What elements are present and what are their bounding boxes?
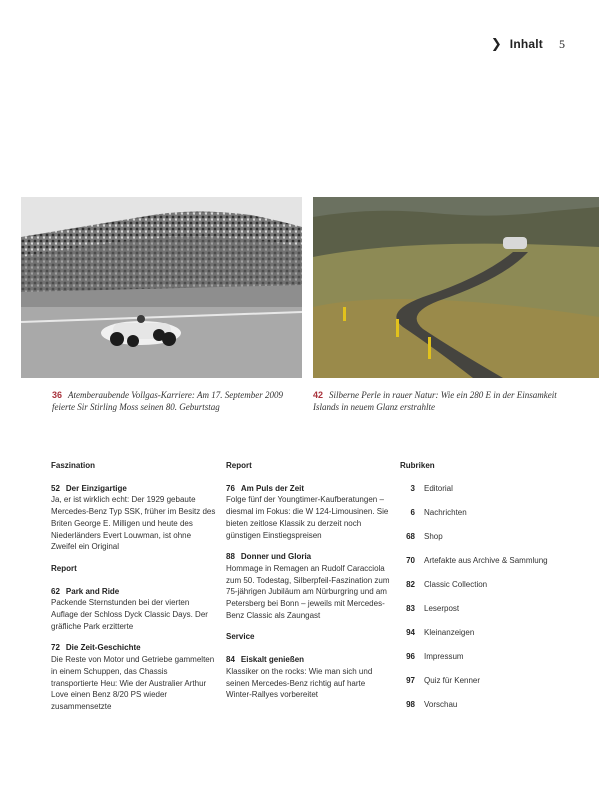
rubrik-item[interactable]: [400, 627, 575, 639]
entry-text: Packende Sternstunden bei der vierten Auflage der Schloss Dyck Classic Days. Der gräfliche Park erzitterte: [51, 598, 208, 631]
rubrik-page-number: 68: [406, 531, 415, 541]
entry-text: Folge fünf der Youngtimer-Kaufberatungen – diesmal im Fokus: die W 124-Limousinen. Sie bieten zeitlose Klassik zu derzeit noch günstigen Einstiegspreisen: [226, 495, 389, 540]
entry-page-number: 88: [226, 552, 235, 562]
entry-title: Park and Ride: [65, 586, 120, 596]
section-heading: Faszination: [51, 461, 96, 470]
rubrik-item[interactable]: [400, 699, 575, 711]
toc-entry[interactable]: [226, 551, 391, 621]
photo-caption: [52, 389, 297, 413]
entry-title: Eiskalt genießen: [240, 655, 305, 665]
entry-title: Die Zeit-Geschichte: [65, 643, 141, 653]
rubrik-page-number: 83: [406, 603, 415, 613]
caption-page-number: 36: [52, 390, 63, 400]
rubrik-page-number: 6: [410, 507, 415, 517]
rubrik-label: Quiz für Kenner: [424, 675, 481, 685]
photo-caption: [313, 389, 578, 413]
rubrik-page-number: 70: [406, 555, 415, 565]
rubrik-label: Shop: [424, 531, 443, 541]
entry-page-number: 72: [51, 643, 60, 653]
toc-column: [226, 460, 391, 711]
caption-text: Silberne Perle in rauer Natur: Wie ein 280 E in der Einsamkeit Islands in neuem Glanz erstrahlte: [313, 390, 557, 412]
entry-text: Ja, er ist wirklich echt: Der 1929 gebaute Mercedes-Benz Typ SSK, früher im Besitz des Briten George E. Milligen und heute des Niederländers Evert Louwman, ist ohne Zweifel ein Original: [51, 495, 216, 552]
entry-text: Klassiker on the rocks: Wie man sich und seinen Mercedes-Benz richtig auf harte Winter-Rallyes vorbereitet: [226, 666, 373, 700]
rubrik-label: Nachrichten: [424, 507, 467, 517]
rubrik-item[interactable]: [400, 675, 575, 687]
rubrik-label: Leserpost: [424, 603, 460, 613]
toc-entry[interactable]: [226, 483, 391, 542]
chevron-right-icon: ❯: [490, 36, 502, 51]
entry-page-number: 84: [226, 655, 235, 665]
section-heading: Report: [51, 563, 77, 573]
rubrik-label: Impressum: [424, 651, 464, 661]
entry-title: Donner und Gloria: [240, 552, 312, 562]
entry-title: Der Einzigartige: [65, 483, 127, 493]
rubrik-label: Editorial: [424, 483, 453, 493]
entry-page-number: 62: [51, 586, 60, 596]
toc-column: [51, 460, 216, 723]
section-heading: Service: [226, 632, 255, 642]
rubrik-item[interactable]: [400, 507, 575, 519]
rubrik-item[interactable]: [400, 555, 575, 567]
rubrik-item[interactable]: [400, 603, 575, 615]
toc-entry[interactable]: [226, 654, 391, 701]
rubriken-column: [400, 460, 575, 723]
entry-text: Die Reste von Motor und Getriebe gammelten in einem Schuppen, das Chassis transportierte Heu: Wie der Australier Arthur Love einen Benz 8/20 PS wieder zusammensetzte: [51, 655, 215, 711]
rubrik-item[interactable]: [400, 651, 575, 663]
rubrik-page-number: 98: [406, 699, 415, 709]
rubrik-page-number: 94: [406, 627, 415, 637]
rubrik-item[interactable]: [400, 579, 575, 591]
entry-text: Hommage in Remagen an Rudolf Caracciola zum 50. Todestag, Silberpfeil-Faszination zum 75-jährigen Jubiläum am Nürburgring und am Petersberg bei Bonn – jeweils mit Mercedes-Benz Classic als Zaungast: [226, 563, 390, 620]
rubrik-label: Vorschau: [424, 699, 458, 709]
rubrik-label: Classic Collection: [424, 579, 488, 589]
entry-page-number: 52: [51, 483, 60, 493]
rubrik-label: Artefakte aus Archive & Sammlung: [424, 555, 548, 565]
toc-entry[interactable]: [51, 586, 216, 633]
rubrik-item[interactable]: [400, 531, 575, 543]
section-heading: Report: [226, 461, 252, 470]
caption-page-number: 42: [313, 390, 324, 400]
rubrik-page-number: 96: [406, 651, 415, 661]
caption-text: Atemberaubende Vollgas-Karriere: Am 17. September 2009 feierte Sir Stirling Moss seinen 80. Geburtstag: [52, 390, 283, 412]
section-heading: Rubriken: [400, 461, 435, 470]
page-number: 5: [559, 36, 565, 51]
rubrik-item[interactable]: [400, 483, 575, 495]
page-title: Inhalt: [509, 37, 543, 51]
road-photo: [313, 197, 599, 378]
rubrik-page-number: 3: [410, 483, 415, 493]
rubrik-label: Kleinanzeigen: [424, 627, 475, 637]
rubrik-page-number: 82: [406, 579, 415, 589]
entry-page-number: 76: [226, 483, 235, 493]
toc-entry[interactable]: [51, 483, 216, 553]
toc-entry[interactable]: [51, 642, 216, 712]
entry-title: Am Puls der Zeit: [240, 483, 305, 493]
rubrik-page-number: 97: [406, 675, 415, 685]
race-photo: [21, 197, 302, 378]
page-header: [491, 36, 565, 52]
